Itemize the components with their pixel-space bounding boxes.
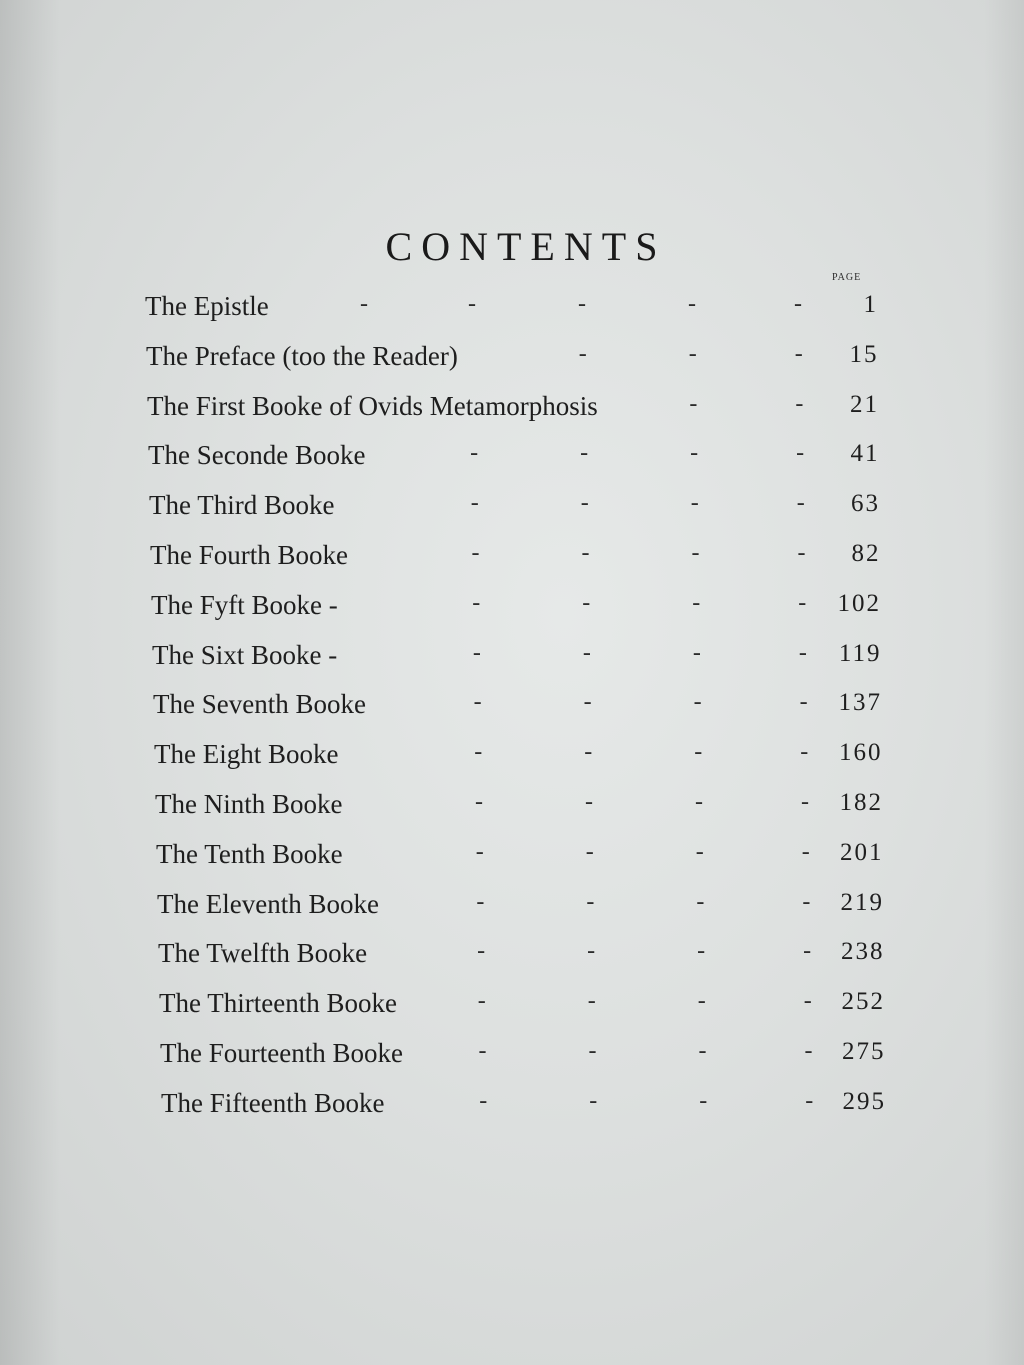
leader-dash: - — [580, 440, 589, 467]
leader-dash: - — [691, 539, 700, 566]
leader-dash: - — [794, 291, 802, 317]
leader-dash: - — [468, 291, 476, 317]
toc-entry-title: The Third Booke — [149, 490, 335, 521]
toc-entry — [0, 534, 1024, 584]
leader-dash: - — [582, 639, 591, 666]
toc-entry-title: The Fifteenth Booke — [161, 1087, 385, 1118]
toc-entry-title: The Seventh Booke — [153, 689, 366, 720]
toc-entry — [0, 484, 1024, 534]
toc-entry — [0, 932, 1024, 982]
toc-entry — [0, 733, 1024, 783]
table-of-contents — [0, 285, 1024, 1132]
leader-dash: - — [698, 1037, 707, 1064]
toc-entry-title: The Tenth Booke — [156, 838, 343, 869]
leader-dash: - — [585, 838, 594, 865]
toc-entry-page-number: 41 — [850, 440, 880, 468]
leader-dash: - — [690, 440, 699, 467]
leader-dash: - — [693, 689, 702, 716]
leader-dash: - — [587, 938, 596, 965]
leader-dash: - — [688, 291, 696, 317]
toc-entry-page-number: 238 — [841, 938, 885, 966]
toc-entry-page-number: 1 — [863, 291, 878, 318]
toc-entry — [0, 385, 1024, 435]
toc-entry-page-number: 21 — [850, 390, 879, 418]
leader-dash: - — [585, 788, 593, 815]
toc-entry-title: The First Booke of Ovids Metamorphosis — [147, 390, 598, 421]
leader-dash: - — [476, 888, 485, 915]
toc-entry-title: The Fyft Booke - — [151, 589, 338, 620]
toc-entry-title: The Sixt Booke - — [152, 639, 338, 670]
toc-entry-page-number: 252 — [841, 988, 885, 1016]
leader-dash: - — [696, 888, 705, 915]
leader-dash: - — [470, 490, 479, 517]
leader-dash: - — [796, 490, 805, 517]
leader-dash: - — [582, 589, 591, 616]
leader-dash: - — [475, 838, 484, 865]
leader-dash: - — [578, 291, 586, 317]
leader-dash: - — [580, 490, 589, 517]
leader-dash: - — [799, 689, 808, 716]
toc-entry-title: The Preface (too the Reader) — [146, 340, 458, 371]
leader-dash: - — [477, 938, 486, 965]
leader-dash: - — [589, 1087, 598, 1114]
leader-dash: - — [586, 888, 595, 915]
leader-dash: - — [470, 440, 479, 467]
leader-dash: - — [801, 788, 809, 815]
leader-dash: - — [697, 938, 706, 965]
page-column-label: PAGE — [832, 272, 862, 283]
leader-dash: - — [802, 888, 811, 915]
toc-entry-title: The Seconde Booke — [148, 440, 366, 471]
leader-dash: - — [797, 539, 806, 566]
toc-entry — [0, 783, 1024, 833]
toc-entry — [0, 982, 1024, 1032]
leader-dash: - — [689, 390, 698, 417]
leader-dash: - — [581, 539, 590, 566]
leader-dash: - — [694, 739, 703, 766]
leader-dash: - — [803, 988, 812, 1015]
toc-entry — [0, 833, 1024, 883]
leader-dash: - — [584, 739, 593, 766]
leader-dash: - — [473, 689, 482, 716]
leader-dash: - — [583, 689, 592, 716]
toc-entry-title: The Twelfth Booke — [158, 938, 368, 969]
leader-dash: - — [798, 589, 807, 616]
leader-dash: - — [479, 1087, 488, 1114]
toc-entry-page-number: 275 — [842, 1037, 886, 1065]
leader-dash: - — [474, 739, 483, 766]
leader-dash: - — [795, 390, 804, 417]
toc-entry-title: The Eleventh Booke — [157, 888, 379, 919]
leader-dash: - — [794, 340, 803, 367]
toc-entry-page-number: 119 — [838, 639, 882, 667]
leader-dash: - — [471, 539, 480, 566]
leader-dash: - — [798, 639, 807, 666]
toc-entry-title: The Fourteenth Booke — [160, 1037, 403, 1068]
toc-entry — [0, 1032, 1024, 1082]
toc-entry-page-number: 63 — [851, 490, 880, 518]
leader-dash: - — [692, 639, 701, 666]
toc-entry-title: The Eight Booke — [154, 739, 339, 770]
leader-dash: - — [695, 788, 703, 815]
leader-dash: - — [695, 838, 704, 865]
toc-entry-page-number: 219 — [840, 888, 884, 916]
toc-entry-title: The Thirteenth Booke — [159, 988, 397, 1019]
toc-entry-page-number: 102 — [837, 589, 881, 617]
leader-dash: - — [578, 340, 587, 367]
leader-dash: - — [796, 440, 805, 467]
toc-entry — [0, 683, 1024, 733]
toc-entry — [0, 634, 1024, 684]
leader-dash: - — [805, 1087, 814, 1114]
toc-entry-page-number: 82 — [851, 539, 881, 567]
toc-entry-title: The Fourth Booke — [150, 539, 348, 570]
leader-dash: - — [688, 340, 697, 367]
leader-dash: - — [360, 291, 368, 317]
toc-entry-page-number: 15 — [849, 340, 879, 368]
leader-dash: - — [472, 589, 481, 616]
leader-dash: - — [588, 1037, 597, 1064]
page-title: CONTENTS — [385, 223, 667, 269]
leader-dash: - — [477, 988, 486, 1015]
leader-dash: - — [587, 988, 596, 1015]
toc-entry — [0, 883, 1024, 933]
leader-dash: - — [699, 1087, 708, 1114]
leader-dash: - — [472, 639, 481, 666]
leader-dash: - — [804, 1037, 813, 1064]
toc-entry-title: The Epistle — [145, 291, 269, 321]
toc-entry-page-number: 295 — [842, 1087, 886, 1115]
toc-entry — [0, 1082, 1024, 1132]
toc-entry — [0, 285, 1024, 335]
leader-dash: - — [478, 1037, 487, 1064]
leader-dash: - — [690, 490, 699, 517]
toc-entry-title: The Ninth Booke — [155, 788, 343, 819]
toc-entry — [0, 584, 1024, 634]
toc-entry — [0, 335, 1024, 385]
leader-dash: - — [803, 938, 812, 965]
toc-entry-page-number: 201 — [840, 838, 884, 866]
toc-entry-page-number: 160 — [839, 739, 883, 767]
leader-dash: - — [697, 988, 706, 1015]
toc-entry-page-number: 182 — [839, 788, 883, 816]
toc-entry — [0, 434, 1024, 484]
leader-dash: - — [692, 589, 701, 616]
leader-dash: - — [475, 788, 483, 815]
toc-entry-page-number: 137 — [838, 689, 882, 717]
leader-dash: - — [800, 739, 809, 766]
leader-dash: - — [801, 838, 810, 865]
